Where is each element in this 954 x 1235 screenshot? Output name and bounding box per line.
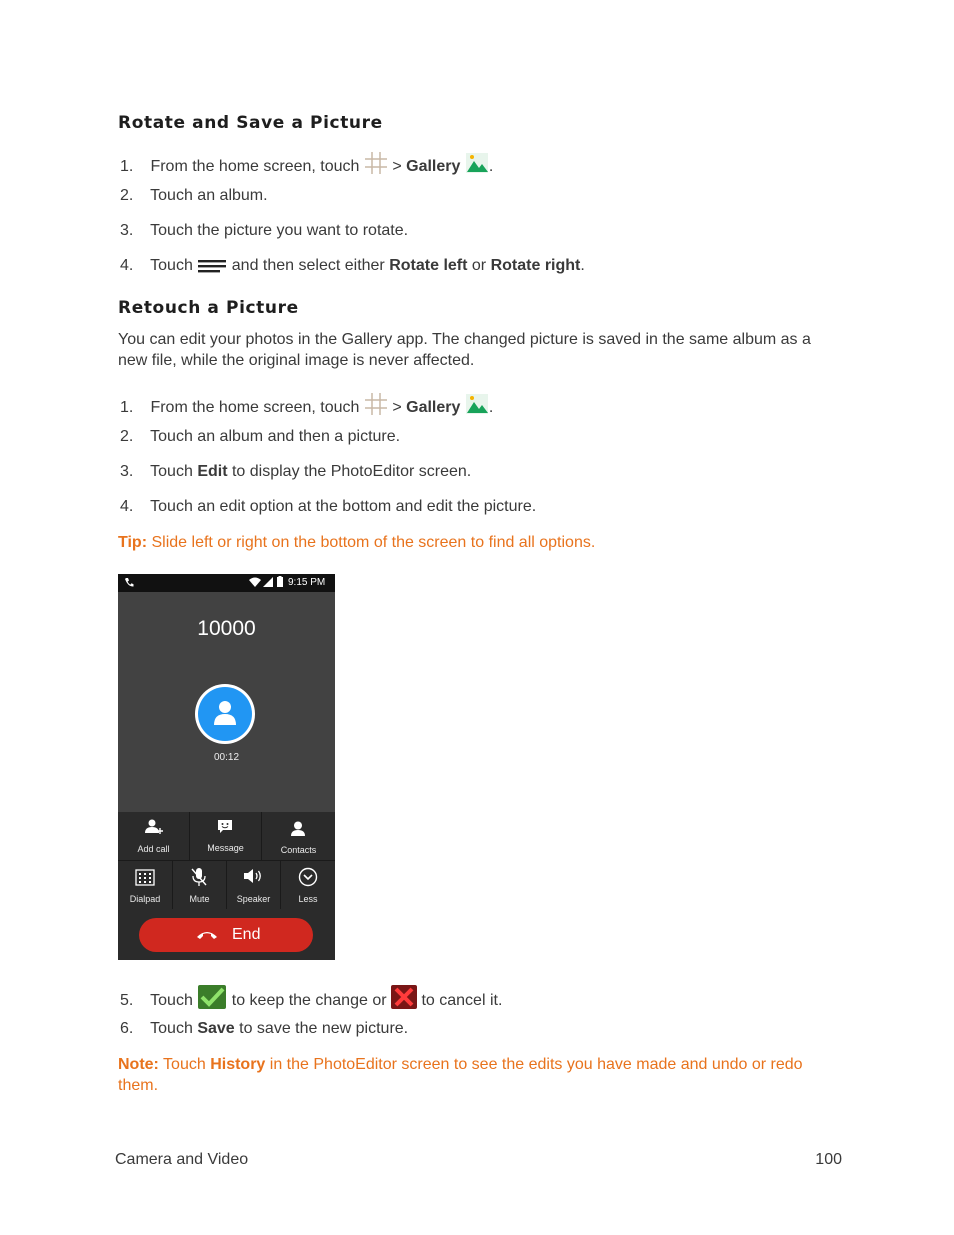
contacts-icon — [290, 821, 306, 836]
less-button[interactable]: Less — [281, 861, 335, 909]
status-time: 9:15 PM — [288, 577, 326, 588]
call-duration: 00:12 — [213, 752, 240, 763]
status-bar — [118, 574, 335, 592]
list-item: 1. From the home screen, touch > Gallery . — [120, 392, 493, 422]
page-number: 100 — [815, 1151, 842, 1168]
list-item: 2. Touch an album. — [120, 187, 268, 204]
intro-paragraph: You can edit your photos in the Gallery app. The changed picture is saved in the same album as a new file, while the original image is never affected. — [118, 331, 811, 369]
add-call-icon — [145, 819, 163, 835]
call-number: 10000 — [197, 617, 256, 640]
end-call-button[interactable]: End — [139, 918, 313, 952]
dialpad-button[interactable]: Dialpad — [118, 861, 172, 909]
add-call-button[interactable]: Add call — [118, 812, 189, 860]
menu-icon — [197, 258, 227, 280]
list-item: 6. Touch Save to save the new picture. — [120, 1020, 409, 1037]
mute-button[interactable]: Mute — [173, 861, 226, 909]
list-item: 3. Touch Edit to display the PhotoEditor screen. — [120, 463, 472, 480]
apps-grid-icon — [364, 151, 388, 181]
tip-text: Tip: Slide left or right on the bottom of the screen to find all options. — [118, 534, 596, 551]
list-item: 4. Touch an edit option at the bottom and edit the picture. — [120, 498, 537, 515]
mute-icon — [190, 867, 208, 887]
phone-icon — [124, 577, 134, 591]
section-heading-rotate: Rotate and Save a Picture — [118, 113, 383, 133]
gallery-icon — [465, 392, 489, 422]
speaker-button[interactable]: Speaker — [227, 861, 280, 909]
gallery-icon — [465, 151, 489, 181]
list-item: 2. Touch an album and then a picture. — [120, 428, 401, 445]
chevron-down-icon — [298, 867, 318, 887]
apps-grid-icon — [364, 392, 388, 422]
battery-icon — [277, 576, 283, 590]
signal-icon — [263, 577, 273, 590]
list-item: 4. Touch and then select either Rotate left or Rotate right. — [120, 256, 585, 280]
call-controls-panel — [118, 812, 335, 960]
cancel-x-icon — [391, 985, 417, 1015]
list-item: 1. From the home screen, touch > Gallery . — [120, 151, 493, 181]
speaker-icon — [243, 868, 263, 884]
contacts-button[interactable]: Contacts — [262, 812, 335, 860]
person-icon — [213, 700, 237, 726]
section-heading-retouch: Retouch a Picture — [118, 298, 299, 318]
footer-section-title: Camera and Video — [115, 1151, 249, 1168]
message-icon — [217, 819, 233, 834]
hang-up-icon — [196, 929, 218, 941]
checkmark-icon — [197, 985, 227, 1015]
dialpad-icon — [135, 868, 155, 886]
wifi-icon — [249, 577, 261, 590]
phone-call-screenshot — [118, 574, 335, 960]
list-item: 5. Touch to keep the change or to cancel it. — [120, 985, 502, 1015]
message-button[interactable]: Message — [190, 812, 261, 860]
note-text: Note: Touch History in the PhotoEditor screen to see the edits you have made and undo or redo them. — [118, 1056, 803, 1094]
avatar — [195, 684, 255, 744]
list-item: 3. Touch the picture you want to rotate. — [120, 222, 409, 239]
